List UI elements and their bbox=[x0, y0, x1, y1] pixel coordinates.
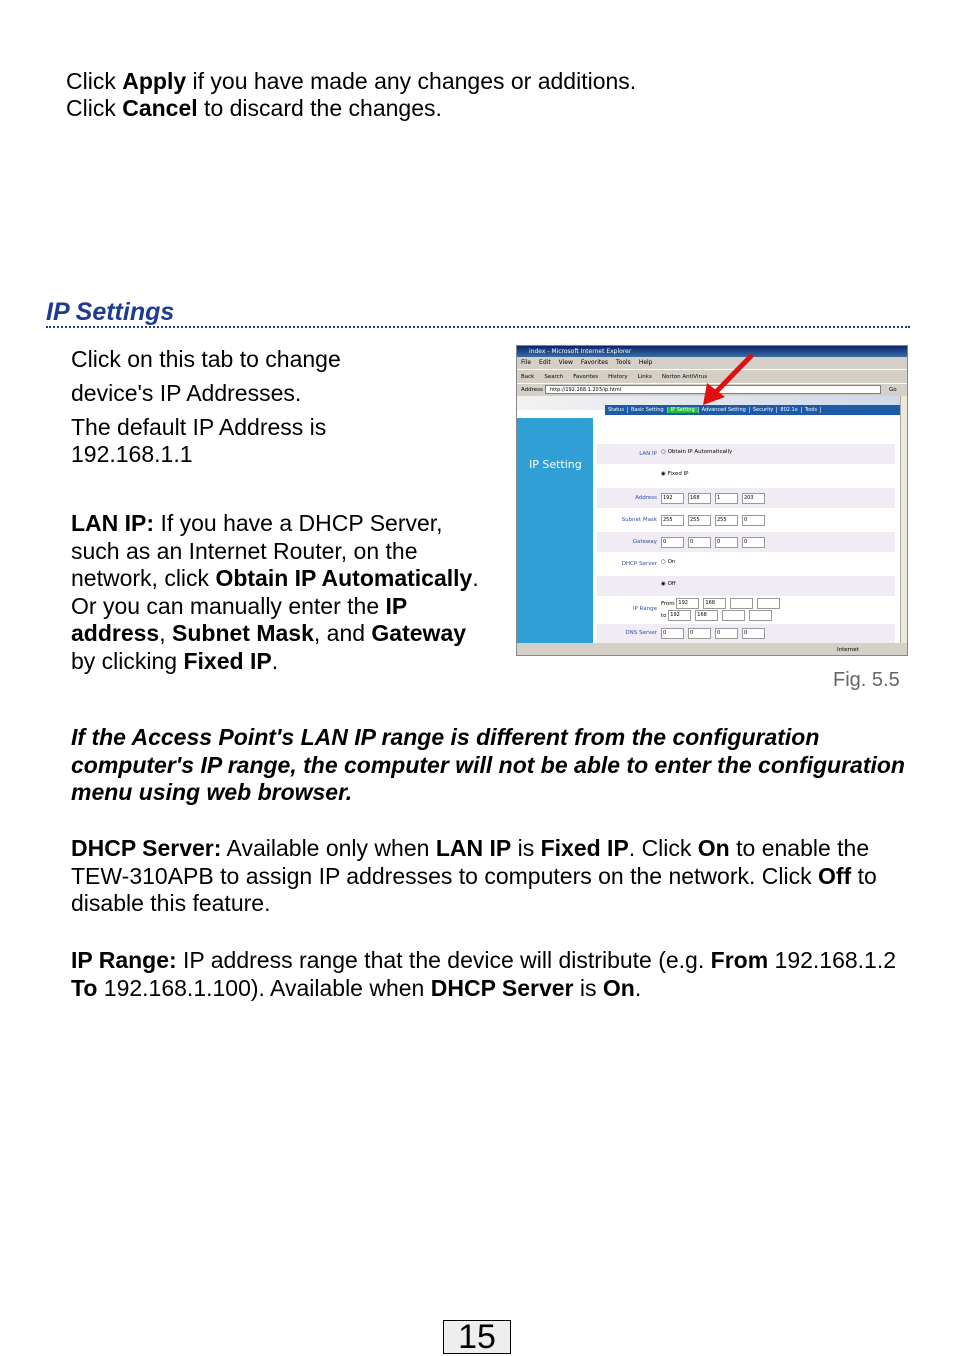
row-address bbox=[597, 488, 895, 508]
tab-basic-setting: Basic Setting bbox=[628, 407, 668, 413]
octet bbox=[730, 598, 753, 609]
toolbar-item: Back bbox=[521, 374, 535, 380]
section-divider bbox=[46, 326, 910, 328]
field-label: DHCP Server bbox=[621, 561, 657, 567]
row-fixed-ip bbox=[597, 466, 895, 486]
term: From bbox=[710, 947, 769, 973]
sidebar bbox=[517, 418, 593, 643]
to-label: to bbox=[661, 613, 667, 619]
octet: 192 bbox=[661, 493, 684, 504]
field-label: IP Range bbox=[632, 606, 657, 612]
text: to disable this feature. bbox=[71, 862, 877, 916]
lan-ip-label: LAN IP: bbox=[71, 510, 155, 536]
menu-item: Tools bbox=[616, 359, 631, 366]
octet bbox=[722, 610, 745, 621]
tab-8021x: 802.1x bbox=[777, 407, 801, 413]
cancel-instruction bbox=[66, 95, 926, 123]
octet: 0 bbox=[688, 537, 711, 548]
browser-title: index - Microsoft Internet Explorer bbox=[517, 346, 908, 357]
dhcp-paragraph bbox=[71, 835, 911, 918]
term: Subnet Mask bbox=[172, 620, 314, 646]
octet: 0 bbox=[715, 537, 738, 548]
text: , and bbox=[313, 620, 372, 646]
tab-status: Status bbox=[605, 407, 628, 413]
text: Click bbox=[66, 68, 123, 94]
default-ip: 192.168.1.1 bbox=[71, 441, 193, 467]
text: is bbox=[573, 974, 603, 1001]
term: On bbox=[602, 974, 635, 1001]
text: . bbox=[271, 647, 279, 674]
section-title: IP Settings bbox=[46, 298, 175, 326]
option-label: Fixed IP bbox=[667, 471, 689, 477]
term: Fixed IP bbox=[540, 835, 629, 861]
text: , bbox=[159, 620, 172, 646]
figure-caption: Fig. 5.5 bbox=[833, 669, 900, 691]
menu-item: Favorites bbox=[580, 359, 609, 366]
field-label: Gateway bbox=[632, 539, 657, 545]
field-label: Address bbox=[635, 495, 657, 501]
apply-instruction bbox=[66, 68, 926, 96]
text: to enable the TEW-310APB to assign IP addresses to computers on the network. Click bbox=[71, 835, 870, 889]
octet: 0 bbox=[661, 537, 684, 548]
octet: 168 bbox=[695, 610, 718, 621]
lead-line-1: Click on this tab to change bbox=[71, 346, 341, 372]
text: . Or you can manually enter the bbox=[71, 565, 479, 619]
octet: 255 bbox=[661, 515, 684, 526]
term: Obtain IP Automatically bbox=[215, 565, 473, 591]
text: If you have a DHCP Server, such as an Internet Router, on the network, click bbox=[71, 510, 443, 591]
octet: 192 bbox=[668, 610, 691, 621]
octet: 0 bbox=[688, 628, 711, 639]
row-dhcp bbox=[597, 554, 895, 574]
field-label: DNS Server bbox=[625, 630, 657, 636]
term: LAN IP bbox=[435, 835, 512, 861]
term: Off bbox=[818, 862, 852, 889]
term: Fixed IP bbox=[183, 647, 272, 674]
text: if you have made any changes or additions. bbox=[186, 68, 637, 94]
toolbar-item: Norton AntiVirus bbox=[661, 374, 708, 380]
octet: 192 bbox=[676, 598, 699, 609]
octet: 168 bbox=[703, 598, 726, 609]
address-label: Address bbox=[521, 387, 543, 393]
apply-term: Apply bbox=[122, 68, 187, 94]
term: DHCP Server bbox=[430, 974, 574, 1001]
lan-ip-paragraph bbox=[71, 510, 485, 675]
field-label: Subnet Mask bbox=[621, 517, 657, 523]
tab-tools: Tools bbox=[802, 407, 821, 413]
octet: 1 bbox=[715, 493, 738, 504]
text: . bbox=[634, 974, 642, 1001]
octet: 0 bbox=[742, 628, 765, 639]
toolbar-item: History bbox=[608, 374, 628, 380]
toolbar-item: Favorites bbox=[573, 374, 599, 380]
field-label: LAN IP bbox=[639, 451, 657, 457]
radio-off: ◉ Off bbox=[661, 581, 676, 587]
term: Gateway bbox=[371, 620, 467, 646]
option-label: Obtain IP Automatically bbox=[667, 449, 733, 455]
scrollbar bbox=[900, 396, 908, 643]
term: On bbox=[697, 835, 730, 861]
page-heading: IP Setting bbox=[529, 458, 582, 471]
octet: 0 bbox=[742, 515, 765, 526]
menu-item: Edit bbox=[539, 359, 551, 366]
row-dhcp-off bbox=[597, 576, 895, 596]
row-subnet bbox=[597, 510, 895, 530]
text: to discard the changes. bbox=[197, 95, 442, 121]
row-dns bbox=[597, 624, 895, 643]
text: 192.168.1.100). Available when bbox=[97, 974, 431, 1001]
row-ip-range bbox=[597, 596, 895, 622]
lead-line-2: device's IP Addresses. bbox=[71, 380, 302, 406]
ip-range-label: IP Range: bbox=[71, 947, 177, 973]
octet: 255 bbox=[688, 515, 711, 526]
text: IP address range that the device will distribute (e.g. bbox=[176, 947, 711, 973]
tab-security: Security bbox=[750, 407, 778, 413]
tab-ip-setting: IP Setting bbox=[668, 407, 699, 413]
red-arrow-icon bbox=[697, 351, 757, 409]
dhcp-label: DHCP Server: bbox=[71, 835, 222, 861]
address-value: http://192.168.1.203/ip.html bbox=[545, 385, 881, 394]
octet: 0 bbox=[715, 628, 738, 639]
octet: 0 bbox=[742, 537, 765, 548]
option-label: Off bbox=[667, 581, 676, 587]
octet bbox=[749, 610, 772, 621]
row-lan-ip bbox=[597, 444, 895, 464]
menu-item: Help bbox=[638, 359, 653, 366]
term: To bbox=[71, 974, 98, 1001]
ip-range-paragraph bbox=[71, 947, 911, 1002]
text: Available only when bbox=[221, 835, 436, 861]
from-label: From bbox=[661, 601, 675, 607]
option-label: On bbox=[667, 559, 676, 565]
radio-fixed: ◉ Fixed IP bbox=[661, 471, 689, 477]
browser-status: Internet bbox=[837, 647, 859, 653]
term: IP address bbox=[71, 592, 407, 646]
menu-item: View bbox=[558, 359, 573, 366]
octet: 255 bbox=[715, 515, 738, 526]
text: is bbox=[511, 835, 541, 861]
text: . Click bbox=[628, 835, 698, 861]
octet: 0 bbox=[661, 628, 684, 639]
text: by clicking bbox=[71, 647, 184, 674]
radio-obtain: ○ Obtain IP Automatically bbox=[661, 449, 733, 455]
octet: 203 bbox=[742, 493, 765, 504]
cancel-term: Cancel bbox=[122, 95, 198, 121]
page-content bbox=[517, 396, 900, 643]
page-number: 15 bbox=[443, 1320, 511, 1354]
menu-item: File bbox=[521, 359, 532, 366]
toolbar-item: Search bbox=[544, 374, 564, 380]
ip-setting-screenshot bbox=[516, 345, 908, 656]
toolbar-item: Links bbox=[637, 374, 652, 380]
octet: 168 bbox=[688, 493, 711, 504]
go-label: Go bbox=[889, 387, 897, 393]
row-gateway bbox=[597, 532, 895, 552]
tab-advanced-setting: Advanced Setting bbox=[699, 407, 750, 413]
warning-note: If the Access Point's LAN IP range is different from the configuration computer's IP range, the computer will not be able to enter the configuration menu using web browser. bbox=[71, 724, 905, 805]
octet bbox=[757, 598, 780, 609]
text: Click bbox=[66, 95, 123, 121]
radio-on: ○ On bbox=[661, 559, 676, 565]
lead-line-3: The default IP Address is bbox=[71, 414, 327, 440]
text: 192.168.1.2 bbox=[768, 947, 897, 973]
